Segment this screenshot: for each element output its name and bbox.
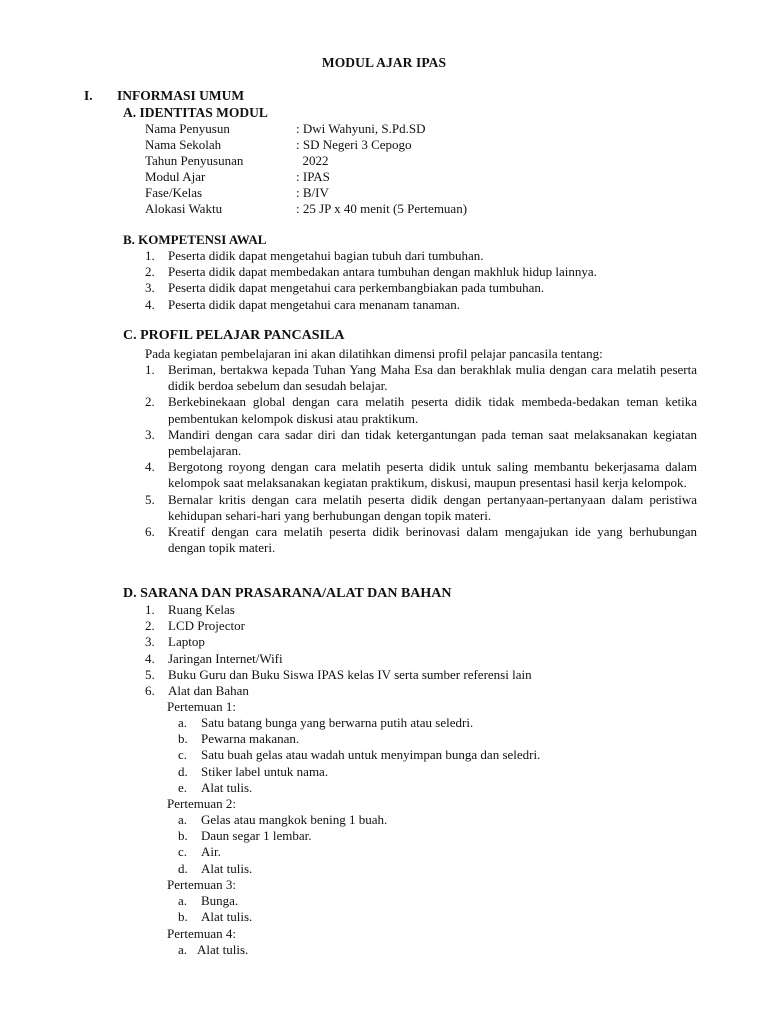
list-number: 4.: [145, 459, 155, 475]
list-letter: a.: [178, 942, 188, 957]
list-text: Ruang Kelas: [168, 602, 235, 617]
list-text: Alat tulis.: [201, 860, 253, 876]
list-item: [145, 667, 670, 683]
list-item: [178, 893, 252, 909]
list-text: Bernalar kritis dengan cara melatih peserta didik dengan pertanyaan-pertanyaan dalam peristiwa kehidupan sehari-hari yang berhubungan dengan topik materi.: [168, 491, 697, 523]
list-number: 4.: [145, 296, 155, 312]
meeting-2-title: Pertemuan 2:: [167, 796, 236, 811]
list-item: [145, 459, 697, 491]
identity-row-time: [145, 201, 665, 217]
identity-row-phase: [145, 185, 665, 201]
list-text: Peserta didik dapat mengetahui cara perkembangbiakan pada tumbuhan.: [168, 280, 545, 296]
list-item: [145, 618, 670, 634]
identity-value: : IPAS: [296, 169, 330, 184]
list-number: 2.: [145, 264, 155, 280]
identity-row-year: [145, 153, 665, 169]
identity-row-module: [145, 169, 665, 185]
identity-row-school: [145, 137, 665, 153]
section-d-title: D. SARANA DAN PRASARANA/ALAT DAN BAHAN: [123, 586, 452, 601]
identity-key: Tahun Penyusunan: [145, 153, 244, 168]
list-text: Peserta didik dapat mengetahui bagian tubuh dari tumbuhan.: [168, 248, 484, 263]
list-text: Bergotong royong dengan cara melatih peserta didik untuk saling membantu bekerjasama dalam kelompok saat melaksanakan kegiatan praktikum, diskusi, maupun presentasi hasil kerja kelompok.: [168, 459, 697, 491]
identity-value: : B/IV: [296, 185, 329, 200]
list-item: [145, 683, 670, 699]
list-text: Bunga.: [201, 893, 239, 908]
list-number: 3.: [145, 634, 155, 650]
document-title: MODUL AJAR IPAS: [321, 55, 447, 70]
list-item: [178, 731, 540, 747]
identity-value: : Dwi Wahyuni, S.Pd.SD: [296, 121, 426, 136]
meeting-4-title: Pertemuan 4:: [167, 926, 236, 941]
section-1-number: I.: [84, 88, 93, 103]
section-a-title: A. IDENTITAS MODUL: [123, 105, 268, 120]
list-item: [178, 828, 387, 844]
identity-row-author: [145, 121, 665, 137]
list-text: Stiker label untuk nama.: [201, 763, 329, 779]
list-item: [145, 297, 670, 313]
list-number: 5.: [145, 666, 155, 682]
identity-key: Nama Sekolah: [145, 137, 222, 152]
profile-list: [145, 362, 697, 556]
section-1-title: INFORMASI UMUM: [117, 88, 245, 103]
list-text: Kreatif dengan cara melatih peserta didik berinovasi dalam mengajukan ide yang berhubungan dengan topik materi.: [168, 524, 697, 556]
list-letter: e.: [178, 779, 188, 795]
meeting-4-list: [178, 942, 248, 958]
identity-value: : SD Negeri 3 Cepogo: [296, 137, 412, 152]
list-text: Daun segar 1 lembar.: [201, 828, 312, 844]
list-item: [178, 764, 540, 780]
list-item: [145, 280, 670, 296]
list-text: Gelas atau mangkok bening 1 buah.: [201, 812, 388, 827]
list-letter: c.: [178, 747, 188, 763]
section-b-title: B. KOMPETENSI AWAL: [123, 232, 267, 247]
list-text: Jaringan Internet/Wifi: [168, 650, 283, 666]
identity-key: Nama Penyusun: [145, 121, 230, 136]
list-item: [178, 844, 387, 860]
identity-value: : 25 JP x 40 menit (5 Pertemuan): [296, 201, 468, 216]
list-text: Berkebinekaan global dengan cara melatih peserta didik tidak membeda-bedakan teman ketika pembentukan kelompok diskusi atau praktikum.: [168, 394, 697, 426]
list-text: Laptop: [168, 634, 205, 650]
list-text: Satu buah gelas atau wadah untuk menyimpan bunga dan seledri.: [201, 747, 541, 763]
list-text: Alat tulis.: [201, 779, 253, 795]
list-item: [145, 248, 670, 264]
identity-key: Fase/Kelas: [145, 185, 203, 200]
list-text: Alat tulis.: [197, 942, 249, 957]
list-item: [178, 942, 248, 958]
list-item: [145, 524, 697, 556]
identity-value: 2022: [296, 153, 329, 168]
list-letter: b.: [178, 909, 188, 925]
list-number: 3.: [145, 426, 155, 442]
list-number: 4.: [145, 650, 155, 666]
list-item: [145, 602, 670, 618]
list-item: [145, 651, 670, 667]
list-item: [145, 394, 697, 426]
list-letter: b.: [178, 731, 188, 747]
list-item: [145, 634, 670, 650]
meeting-1-title: Pertemuan 1:: [167, 699, 236, 714]
list-text: Peserta didik dapat membedakan antara tumbuhan dengan makhluk hidup lainnya.: [168, 264, 597, 280]
list-text: Air.: [201, 844, 221, 860]
list-text: Pewarna makanan.: [201, 731, 300, 747]
competency-list: [145, 248, 670, 313]
list-letter: a.: [178, 715, 188, 730]
list-item: [145, 264, 670, 280]
identity-key: Alokasi Waktu: [145, 201, 223, 216]
list-item: [178, 715, 540, 731]
list-item: [178, 747, 540, 763]
list-item: [178, 780, 540, 796]
list-text: Alat dan Bahan: [168, 683, 249, 699]
list-text: Satu batang bunga yang berwarna putih atau seledri.: [201, 715, 474, 730]
list-letter: c.: [178, 844, 188, 860]
list-item: [145, 427, 697, 459]
list-number: 6.: [145, 524, 155, 540]
meeting-3-list: [178, 893, 252, 925]
list-number: 1.: [145, 248, 155, 263]
list-number: 1.: [145, 602, 155, 617]
list-item: [178, 812, 387, 828]
list-number: 2.: [145, 618, 155, 634]
list-letter: a.: [178, 812, 188, 827]
section-c-title: C. PROFIL PELAJAR PANCASILA: [123, 328, 345, 343]
list-text: Mandiri dengan cara sadar diri dan tidak ketergantungan pada teman saat melaksanakan kegiatan pembelajaran.: [168, 426, 697, 459]
list-number: 6.: [145, 683, 155, 699]
list-letter: b.: [178, 828, 188, 844]
list-item: [178, 861, 387, 877]
meeting-2-list: [178, 812, 387, 877]
section-c-intro: Pada kegiatan pembelajaran ini akan dilatihkan dimensi profil pelajar pancasila tentang:: [145, 346, 603, 361]
list-text: Alat tulis.: [201, 909, 253, 925]
list-item: [145, 492, 697, 524]
list-letter: d.: [178, 763, 188, 779]
identity-key: Modul Ajar: [145, 169, 206, 184]
list-text: LCD Projector: [168, 618, 245, 634]
list-letter: d.: [178, 860, 188, 876]
list-number: 2.: [145, 394, 155, 410]
list-item: [145, 362, 697, 394]
list-text: Peserta didik dapat mengetahui cara menanam tanaman.: [168, 296, 461, 312]
list-item: [178, 909, 252, 925]
meeting-3-title: Pertemuan 3:: [167, 877, 236, 892]
facilities-list: [145, 602, 670, 699]
list-number: 3.: [145, 280, 155, 296]
list-letter: a.: [178, 893, 188, 908]
list-text: Beriman, bertakwa kepada Tuhan Yang Maha Esa dan berakhlak mulia dengan cara melatih peserta didik berdoa sebelum dan sesudah belajar.: [168, 362, 697, 394]
list-text: Buku Guru dan Buku Siswa IPAS kelas IV serta sumber referensi lain: [168, 666, 532, 682]
meeting-1-list: [178, 715, 540, 796]
list-number: 1.: [145, 362, 155, 377]
list-number: 5.: [145, 491, 155, 507]
